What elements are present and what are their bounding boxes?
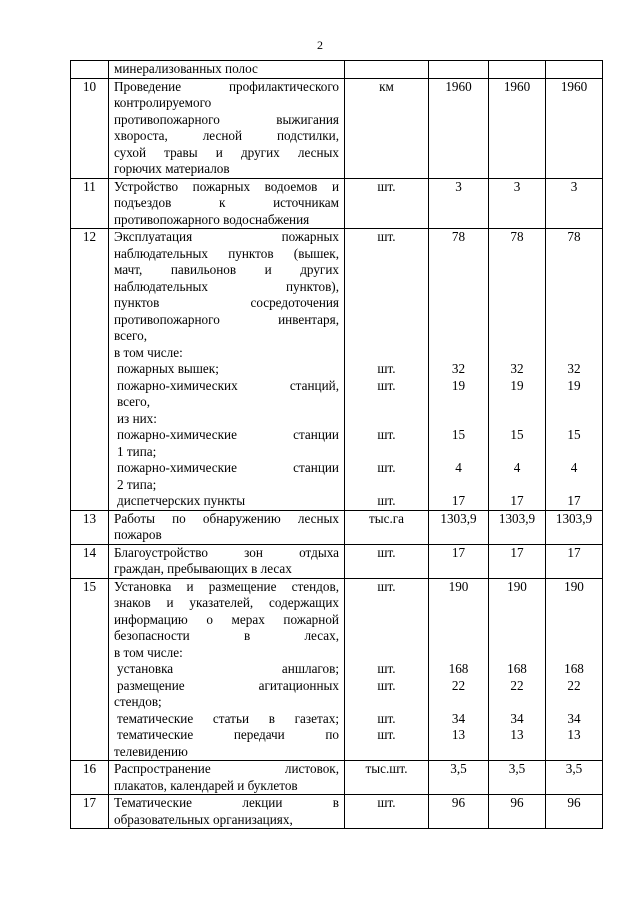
description-line: стендов; — [114, 694, 162, 709]
unit-cell-line: км — [379, 78, 394, 94]
row-description — [109, 761, 345, 795]
unit-cell — [345, 78, 429, 178]
value-year-1-line: 96 — [451, 795, 466, 810]
value-year-1-line: 13 — [451, 727, 466, 742]
value-year-1-line: 78 — [451, 229, 466, 244]
unit-cell-line: шт. — [377, 493, 396, 508]
value-year-2-line — [491, 477, 543, 494]
value-year-3-line — [548, 328, 600, 345]
value-year-1-line: 168 — [448, 661, 469, 676]
value-year-3-line — [548, 262, 600, 279]
value-year-1-line — [431, 262, 486, 279]
row-description — [109, 78, 345, 178]
description-line: знаков и указателей, содержащих — [114, 595, 339, 610]
unit-cell — [345, 61, 429, 79]
value-year-3 — [546, 795, 603, 829]
value-year-3-line — [548, 612, 600, 629]
value-year-3-line — [548, 444, 600, 461]
unit-cell — [345, 229, 429, 511]
description-line: плакатов, календарей и буклетов — [114, 777, 298, 793]
unit-cell-line — [347, 328, 426, 345]
value-year-3-line — [548, 477, 600, 494]
value-year-1-line: 17 — [451, 493, 466, 508]
value-year-3-line: 17 — [567, 493, 581, 508]
value-year-3 — [546, 510, 603, 544]
unit-cell-line — [347, 279, 426, 296]
value-year-2 — [489, 795, 546, 829]
value-year-3-line: 190 — [564, 578, 584, 594]
description-line: пожарных вышек; — [117, 361, 219, 376]
row-description — [109, 544, 345, 578]
value-year-1-line: 1303,9 — [440, 510, 477, 526]
unit-cell-line: тыс.га — [368, 510, 405, 526]
value-year-2-line: 1303,9 — [498, 510, 536, 526]
description-line: мачт, павильонов и других — [114, 262, 339, 277]
unit-cell-line: шт. — [377, 677, 396, 693]
description-line: противопожарного инвентаря, — [114, 311, 339, 327]
value-year-2 — [489, 510, 546, 544]
value-year-2-line: 32 — [510, 361, 524, 376]
value-year-2-line — [491, 328, 543, 345]
description-line: пожарно-химические станции — [117, 460, 339, 475]
value-year-1-line — [431, 295, 486, 312]
unit-cell-line: шт. — [377, 544, 396, 560]
description-line: противопожарного водоснабжения — [114, 211, 310, 227]
value-year-3-line — [548, 61, 600, 78]
description-line: Тематические лекции в — [114, 795, 339, 810]
unit-cell-line: шт. — [377, 661, 396, 676]
value-year-1 — [429, 544, 489, 578]
unit-cell-line: шт. — [377, 727, 396, 742]
value-year-1-line: 22 — [451, 677, 466, 693]
value-year-3 — [546, 761, 603, 795]
description-line: пунктов сосредоточения — [114, 295, 339, 310]
value-year-3-line: 32 — [567, 361, 581, 376]
description-line: телевидению — [114, 743, 188, 759]
description-line: сухой травы и других лесных — [114, 144, 339, 160]
value-year-3-line: 1303,9 — [555, 510, 593, 526]
value-year-2-line: 3,5 — [508, 761, 526, 776]
value-year-1-line — [431, 246, 486, 263]
value-year-3-line — [548, 628, 600, 645]
description-line: безопасности в лесах, — [114, 628, 339, 643]
value-year-1-line — [431, 744, 486, 761]
value-year-2-line: 78 — [510, 229, 524, 244]
value-year-3-line: 78 — [567, 229, 581, 244]
unit-cell-line: шт. — [377, 795, 396, 810]
value-year-1-line — [431, 328, 486, 345]
table-row — [71, 510, 603, 544]
value-year-2-line — [491, 444, 543, 461]
description-line: Распространение листовок, — [114, 761, 339, 776]
description-line: Работы по обнаружению лесных — [114, 510, 339, 526]
value-year-3-line: 17 — [567, 544, 581, 560]
unit-cell-line: шт. — [377, 710, 396, 726]
value-year-2-line: 3 — [513, 178, 521, 194]
value-year-1-line: 3,5 — [450, 761, 467, 776]
description-line: информацию о мерах пожарной — [114, 611, 339, 627]
row-description — [109, 229, 345, 511]
value-year-2-line: 19 — [510, 377, 524, 393]
unit-cell-line: шт. — [377, 361, 396, 376]
value-year-1-line: 3 — [455, 178, 462, 194]
measures-table — [70, 60, 603, 829]
value-year-3 — [546, 544, 603, 578]
table-row — [71, 544, 603, 578]
description-line: Установка и размещение стендов, — [114, 578, 339, 594]
value-year-1-line: 17 — [451, 544, 466, 560]
description-line: пожаров — [114, 527, 162, 542]
description-line: противопожарного выжигания — [114, 111, 339, 127]
unit-cell-line: тыс.шт. — [365, 761, 408, 776]
value-year-2-line — [491, 612, 543, 629]
description-line: всего, — [117, 394, 150, 409]
unit-cell — [345, 761, 429, 795]
unit-cell-line: шт. — [377, 460, 396, 475]
value-year-1-line: 15 — [451, 427, 466, 442]
value-year-3-line: 13 — [567, 727, 581, 742]
value-year-1 — [429, 510, 489, 544]
value-year-2-line — [491, 295, 543, 312]
unit-cell-line — [347, 345, 426, 362]
row-number — [71, 61, 109, 79]
value-year-2-line — [491, 345, 543, 362]
value-year-2-line: 17 — [510, 544, 524, 560]
value-year-1-line — [431, 628, 486, 645]
value-year-2 — [489, 78, 546, 178]
value-year-3-line: 4 — [570, 460, 578, 475]
value-year-1-line — [431, 444, 486, 461]
value-year-3-line: 19 — [567, 377, 581, 393]
unit-cell-line: шт. — [377, 377, 396, 393]
value-year-1-line: 1960 — [445, 78, 472, 94]
value-year-2-line: 190 — [507, 578, 527, 594]
row-number: 12 — [71, 229, 109, 511]
description-line: из них: — [117, 410, 157, 426]
unit-cell-line — [347, 444, 426, 461]
description-line: 1 типа; — [117, 443, 157, 459]
value-year-2-line — [491, 595, 543, 612]
value-year-1 — [429, 178, 489, 229]
description-line: тематические передачи по — [117, 727, 339, 742]
value-year-3-line — [548, 645, 600, 662]
value-year-2-line — [491, 394, 543, 411]
value-year-2-line — [491, 411, 543, 428]
table-row — [71, 229, 603, 511]
value-year-1-line — [431, 279, 486, 296]
value-year-2-line: 96 — [510, 795, 524, 810]
unit-cell-line — [347, 411, 426, 428]
table-row — [71, 795, 603, 829]
value-year-1-line — [431, 477, 486, 494]
table-row — [71, 578, 603, 761]
description-line: 2 типа; — [117, 476, 157, 492]
value-year-2-line: 34 — [510, 710, 524, 726]
description-line: Эксплуатация пожарных — [114, 229, 339, 244]
row-description — [109, 578, 345, 761]
value-year-3-line: 22 — [567, 677, 581, 693]
description-line: подъездов к источникам — [114, 195, 339, 210]
value-year-3-line: 15 — [567, 427, 581, 442]
unit-cell-line: шт. — [377, 229, 396, 244]
value-year-1-line — [431, 345, 486, 362]
value-year-2 — [489, 544, 546, 578]
unit-cell-line — [347, 645, 426, 662]
row-description — [109, 795, 345, 829]
value-year-1-line: 190 — [448, 578, 469, 594]
unit-cell — [345, 510, 429, 544]
value-year-3 — [546, 61, 603, 79]
value-year-2 — [489, 61, 546, 79]
value-year-1-line: 32 — [451, 361, 466, 376]
description-line: Благоустройство зон отдыха — [114, 544, 339, 560]
description-line: пожарно-химические станции — [117, 427, 339, 442]
value-year-2 — [489, 578, 546, 761]
value-year-3 — [546, 178, 603, 229]
description-line: пожарно-химических станций, — [117, 377, 339, 393]
description-line: размещение агитационных — [117, 677, 339, 693]
table-row — [71, 761, 603, 795]
value-year-1-line — [431, 694, 486, 711]
value-year-2-line — [491, 645, 543, 662]
unit-cell-line: шт. — [377, 578, 396, 594]
value-year-2 — [489, 761, 546, 795]
value-year-3-line: 34 — [567, 710, 581, 726]
unit-cell — [345, 178, 429, 229]
value-year-1-line: 19 — [451, 377, 466, 393]
page-number: 2 — [317, 38, 323, 52]
row-description — [109, 61, 345, 79]
value-year-3-line — [548, 411, 600, 428]
value-year-2-line — [491, 61, 543, 78]
unit-cell-line — [347, 612, 426, 629]
table-row — [71, 61, 603, 79]
value-year-3 — [546, 578, 603, 761]
value-year-1 — [429, 578, 489, 761]
value-year-1 — [429, 61, 489, 79]
value-year-2-line — [491, 744, 543, 761]
unit-cell-line — [347, 61, 426, 78]
value-year-1-line — [431, 394, 486, 411]
unit-cell-line — [347, 262, 426, 279]
description-line: тематические статьи в газетах; — [117, 710, 339, 726]
value-year-1-line — [431, 312, 486, 329]
value-year-1-line — [431, 411, 486, 428]
description-line: в том числе: — [114, 344, 183, 360]
value-year-2-line — [491, 312, 543, 329]
unit-cell-line — [347, 394, 426, 411]
unit-cell-line — [347, 477, 426, 494]
value-year-1-line — [431, 61, 486, 78]
unit-cell-line — [347, 694, 426, 711]
value-year-2 — [489, 178, 546, 229]
description-line: хвороста, лесной подстилки, — [114, 128, 339, 143]
unit-cell-line — [347, 628, 426, 645]
description-line: горючих материалов — [114, 161, 230, 176]
description-line: диспетчерских пункты — [117, 493, 246, 508]
value-year-3-line: 3 — [570, 178, 578, 194]
description-line: всего, — [114, 328, 147, 343]
description-line: наблюдательных пунктов (вышек, — [114, 245, 339, 261]
value-year-1-line: 4 — [455, 460, 462, 475]
value-year-1-line — [431, 612, 486, 629]
row-number: 10 — [71, 78, 109, 178]
unit-cell-line: шт. — [377, 178, 396, 194]
value-year-3 — [546, 229, 603, 511]
description-line: контролируемого — [114, 95, 212, 110]
value-year-1 — [429, 761, 489, 795]
unit-cell — [345, 795, 429, 829]
unit-cell — [345, 578, 429, 761]
row-number: 16 — [71, 761, 109, 795]
description-line: Проведение профилактического — [114, 78, 339, 94]
value-year-3-line: 3,5 — [565, 761, 583, 776]
value-year-1 — [429, 795, 489, 829]
table-row — [71, 78, 603, 178]
row-number: 15 — [71, 578, 109, 761]
value-year-2-line: 13 — [510, 727, 524, 742]
value-year-3-line — [548, 595, 600, 612]
value-year-3-line — [548, 295, 600, 312]
description-line: образовательных организациях, — [114, 811, 293, 827]
unit-cell-line — [347, 312, 426, 329]
value-year-1-line — [431, 595, 486, 612]
unit-cell-line — [347, 295, 426, 312]
value-year-2-line — [491, 279, 543, 296]
value-year-2 — [489, 229, 546, 511]
unit-cell-line — [347, 595, 426, 612]
value-year-3-line — [548, 394, 600, 411]
row-number: 11 — [71, 178, 109, 229]
description-line: минерализованных полос — [114, 61, 258, 76]
value-year-3-line — [548, 345, 600, 362]
value-year-2-line — [491, 628, 543, 645]
value-year-3-line — [548, 246, 600, 263]
value-year-3-line: 168 — [564, 661, 584, 676]
value-year-2-line — [491, 262, 543, 279]
value-year-1 — [429, 78, 489, 178]
row-description — [109, 178, 345, 229]
value-year-3-line: 1960 — [560, 78, 588, 94]
value-year-1-line: 34 — [451, 710, 466, 726]
value-year-2-line: 17 — [510, 493, 524, 508]
value-year-3-line — [548, 312, 600, 329]
value-year-3-line — [548, 744, 600, 761]
description-line: в том числе: — [114, 644, 183, 660]
value-year-3-line: 96 — [567, 795, 581, 810]
description-line: граждан, пребывающих в лесах — [114, 561, 292, 576]
value-year-2-line: 1960 — [503, 78, 531, 94]
unit-cell — [345, 544, 429, 578]
value-year-2-line: 22 — [510, 677, 524, 693]
value-year-2-line: 4 — [513, 460, 521, 475]
table-row — [71, 178, 603, 229]
value-year-3 — [546, 78, 603, 178]
value-year-3-line — [548, 279, 600, 296]
description-line: наблюдательных пунктов), — [114, 278, 339, 294]
value-year-2-line: 15 — [510, 427, 524, 442]
row-number: 14 — [71, 544, 109, 578]
row-number: 13 — [71, 510, 109, 544]
value-year-2-line — [491, 694, 543, 711]
value-year-2-line — [491, 246, 543, 263]
value-year-1 — [429, 229, 489, 511]
value-year-2-line: 168 — [507, 661, 527, 676]
description-line: установка аншлагов; — [117, 661, 339, 676]
value-year-3-line — [548, 694, 600, 711]
value-year-1-line — [431, 645, 486, 662]
description-line: Устройство пожарных водоемов и — [114, 178, 339, 194]
unit-cell-line: шт. — [377, 427, 396, 442]
unit-cell-line — [347, 744, 426, 761]
row-number: 17 — [71, 795, 109, 829]
row-description — [109, 510, 345, 544]
unit-cell-line — [347, 246, 426, 263]
